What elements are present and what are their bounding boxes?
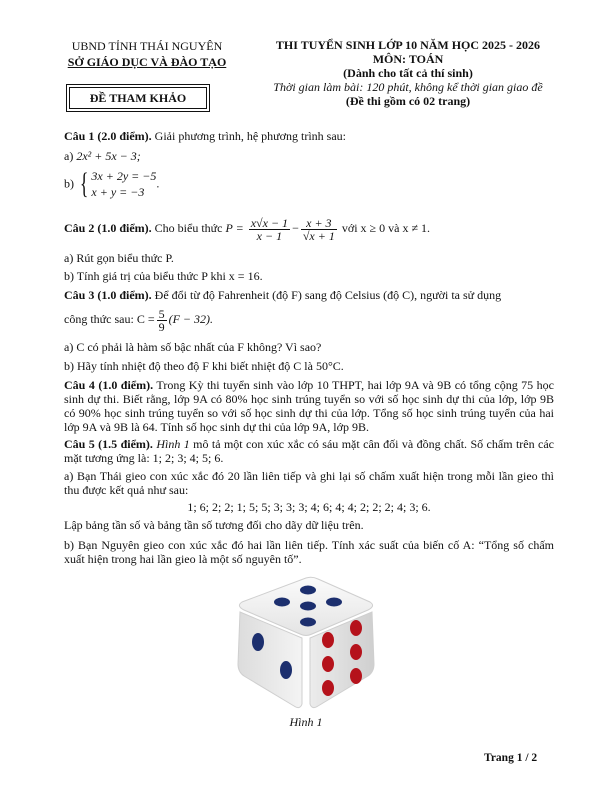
q2-condition: với x ≥ 0 và x ≠ 1. [338,221,431,235]
header-left [52,38,242,70]
exam-title: THI TUYỂN SINH LỚP 10 NĂM HỌC 2025 - 2026 [275,38,541,52]
q2-part-b: b) Tính giá trị của biểu thức P khi x = 16. [64,269,263,283]
q1-text: Giải phương trình, hệ phương trình sau: [151,129,347,143]
audience: (Dành cho tất cả thí sinh) [343,66,473,80]
q1-title: Câu 1 (2.0 điểm). [64,129,152,143]
page-count: (Đề thi gồm có 02 trang) [345,94,471,108]
q2-part-a: a) Rút gọn biểu thức P. [64,251,174,265]
q1-title-line [64,129,554,144]
q2-title-line: Câu 2 (1.0 điểm). Cho biểu thức P = $\frac{x√x - 1}{x - 1}$ − $\frac{x + 3}{√x + 1}$ với x ≥ 0 và x ≠ 1. [64,215,431,243]
q4-title: Câu 4 (1.0 điểm). [64,378,154,392]
time-allowed: Thời gian làm bài: 120 phút, không kể thời gian giao đề [273,80,543,94]
reference-box [66,84,210,112]
q5-data: 1; 6; 2; 2; 1; 5; 5; 3; 3; 3; 4; 6; 4; 4; 2; 2; 2; 4; 3; 6. [187,500,431,514]
q3-part-a: a) C có phải là hàm số bậc nhất của F không? Vì sao? [64,340,322,354]
q5-part-b: b) Bạn Nguyên gieo con xúc xắc đó hai lần liên tiếp. Tính xác suất của biến cố A: “Tổng số chấm xuất hiện trong hai lần gieo là một số nguyên tố”. [64,538,554,566]
header-right [262,38,554,108]
q5-part-a: a) Bạn Thái gieo con xúc xắc đó 20 lần liên tiếp và ghi lại số chấm xuất hiện trong mỗi lần gieo thì thu được kết quả như sau: [64,469,554,497]
q4-paragraph: Câu 4 (1.0 điểm). Trong Kỳ thi tuyển sinh vào lớp 10 THPT, hai lớp 9A và 9B có tổng cộng 75 học sinh dự thi. Biết rằng, lớp 9A có 80% học sinh trúng tuyển so với số học sinh dự thi của lớp, lớp 9B có 90% học sinh trúng tuyển so với số học sinh dự thi của lớp. Tổng số học sinh trúng tuyển của hai lớp 9A và 9B là 64. Tính số học sinh dự thi của lớp 9A, lớp 9B. [64,378,554,434]
q5-title: Câu 5 (1.5 điểm). [64,437,153,451]
q2-fraction-2: $\frac{x + 3}{√x + 1}$ [302,215,335,243]
department-name: SỞ GIÁO DỤC VÀ ĐÀO TẠO [67,55,227,69]
q3-title: Câu 3 (1.0 điểm). [64,288,152,302]
q2-fraction-1: $\frac{x√x - 1}{x - 1}$ [250,215,289,243]
province-name: UBND TỈNH THÁI NGUYÊN [71,39,223,53]
q3-title-line: Câu 3 (1.0 điểm). Để đổi từ độ Fahrenheit (độ F) sang độ Celsius (độ C), người ta sử dụng [64,288,502,302]
q1-part-b: b) { 3x + 2y = −5 x + y = −3 . [64,167,160,200]
reference-label: ĐỀ THAM KHẢO [89,91,187,105]
q1-part-a: a) 2x² + 5x − 3; [64,149,141,163]
q3-formula-line: công thức sau: C = $\frac{5}{9}$ (F − 32). [64,306,214,334]
q1-system: 3x + 2y = −5 x + y = −3 [91,169,157,199]
q3-part-b: b) Hãy tính nhiệt độ theo độ F khi biết nhiệt độ C là 50°C. [64,359,344,373]
page-number: Trang 1 / 2 [484,752,538,764]
figure-caption: Hình 1 [289,715,323,729]
dice-image [232,572,380,712]
q5-part-a2: Lập bảng tần số và bảng tần số tương đối cho dãy dữ liệu trên. [64,518,364,532]
q1-a-expression: 2x² + 5x − 3; [76,149,141,163]
subject: MÔN: TOÁN [372,52,444,66]
q3-fraction: $\frac{5}{9}$ [158,306,165,334]
q2-title: Câu 2 (1.0 điểm). [64,221,152,235]
q5-paragraph: Câu 5 (1.5 điểm). Hình 1 mô tả một con xúc xắc có sáu mặt cân đối và đồng chất. Số chấm trên các mặt tương ứng là: 1; 2; 3; 4; 5; 6. [64,437,554,465]
